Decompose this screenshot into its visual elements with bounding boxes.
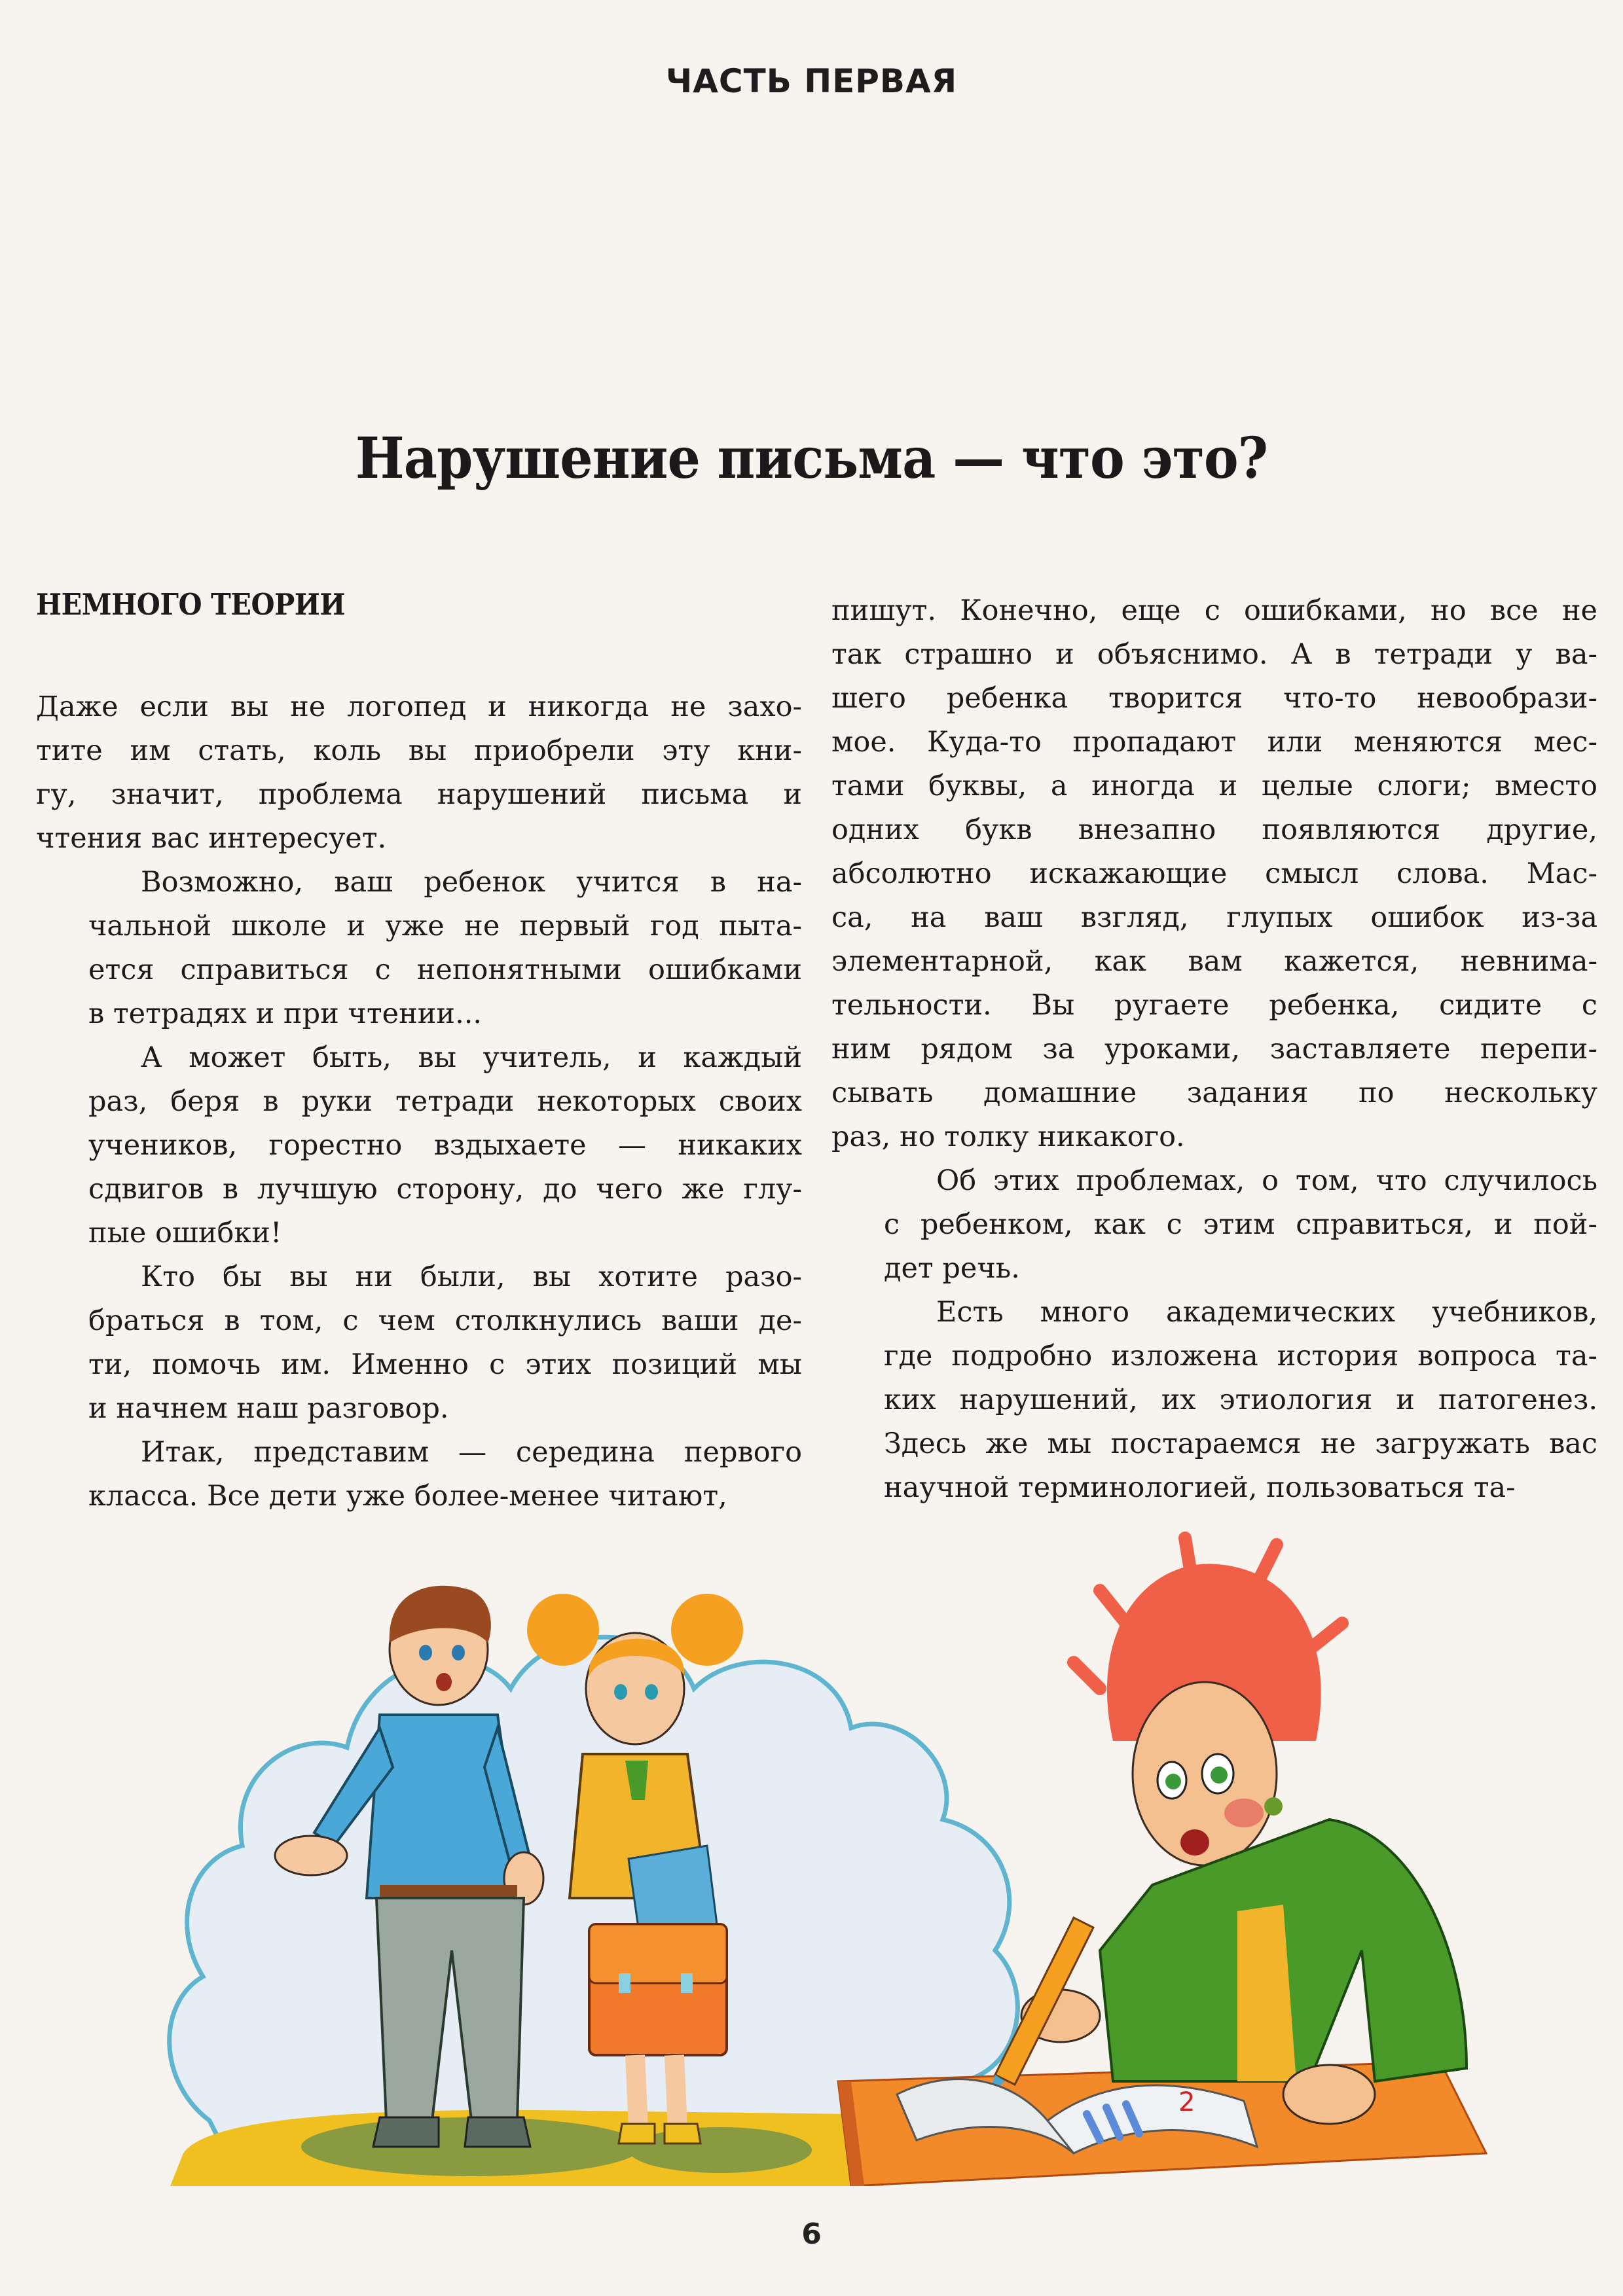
- text-line: Кто бы вы ни были, вы хотите разо-: [141, 1261, 802, 1293]
- text-line: пишут. Конечно, еще с ошибками, но все не: [831, 594, 1597, 627]
- text-line: са, на ваш взгляд, глупых ошибок из-за: [831, 901, 1597, 934]
- text-line: раз, но толку никакого.: [831, 1121, 1185, 1153]
- text-line: дет речь.: [884, 1252, 1020, 1285]
- text-line: элементарной, как вам кажется, невнима-: [831, 945, 1597, 978]
- text-line: ких нарушений, их этиология и патогенез.: [884, 1384, 1597, 1416]
- chapter-title: Нарушение письма — что это?: [355, 425, 1268, 492]
- text-line: шего ребенка творится что-то невообрази-: [831, 682, 1597, 715]
- page-number: 6: [801, 2217, 822, 2251]
- classroom-illustration: [131, 1492, 1591, 2186]
- text-line: пые ошибки!: [88, 1217, 282, 1249]
- text-line: ним рядом за уроками, заставляете перепи-: [831, 1033, 1597, 1066]
- text-line: Об этих проблемах, о том, что случилось: [936, 1164, 1597, 1197]
- text-line: класса. Все дети уже более-менее читают,: [88, 1480, 727, 1513]
- text-line: Возможно, ваш ребенок учится в на-: [141, 866, 802, 899]
- text-line: Даже если вы не логопед и никогда не захо-: [36, 691, 802, 723]
- section-heading: НЕМНОГО ТЕОРИИ: [36, 587, 346, 622]
- text-line: чтения вас интересует.: [36, 822, 387, 855]
- text-line: Итак, представим — середина первого: [141, 1436, 802, 1469]
- left-column: [36, 583, 802, 1518]
- text-line: с ребенком, как с этим справиться, и пой-: [884, 1208, 1597, 1241]
- text-line: сывать домашние задания по нескольку: [831, 1077, 1597, 1109]
- running-head: ЧАСТЬ ПЕРВАЯ: [665, 62, 958, 100]
- text-line: абсолютно искажающие смысл слова. Мас-: [831, 857, 1597, 890]
- paragraph: [831, 589, 1597, 1159]
- illustration: [131, 1492, 1591, 2186]
- text-line: Есть много академических учебников,: [936, 1296, 1597, 1329]
- text-line: браться в том, с чем столкнулись ваши де-: [88, 1304, 802, 1337]
- text-line: и начнем наш разговор.: [88, 1392, 449, 1425]
- text-line: учеников, горестно вздыхаете — никаких: [88, 1129, 802, 1162]
- text-line: ти, помочь им. Именно с этих позиций мы: [88, 1348, 802, 1381]
- left-paragraphs: [36, 685, 802, 1518]
- paragraph: [36, 861, 802, 1036]
- text-line: А может быть, вы учитель, и каждый: [141, 1041, 802, 1074]
- text-line: раз, беря в руки тетради некоторых своих: [88, 1085, 802, 1118]
- text-line: Здесь же мы постараемся не загружать вас: [884, 1427, 1597, 1460]
- text-line: где подробно изложена история вопроса та-: [884, 1340, 1597, 1372]
- right-column: [831, 589, 1597, 1510]
- paragraph: [831, 1159, 1597, 1291]
- right-paragraphs: [831, 589, 1597, 1510]
- paragraph: [831, 1291, 1597, 1510]
- text-line: одних букв внезапно появляются другие,: [831, 814, 1597, 846]
- text-line: научной терминологией, пользоваться та-: [884, 1471, 1516, 1504]
- text-line: тами буквы, а иногда и целые слоги; вместо: [831, 770, 1597, 802]
- text-line: тельности. Вы ругаете ребенка, сидите с: [831, 989, 1597, 1022]
- paragraph: [36, 1036, 802, 1255]
- text-line: в тетрадях и при чтении...: [88, 997, 483, 1030]
- text-line: гу, значит, проблема нарушений письма и: [36, 778, 802, 811]
- text-line: тите им стать, коль вы приобрели эту кни-: [36, 734, 802, 767]
- text-line: мое. Куда-то пропадают или меняются мес-: [831, 726, 1597, 759]
- paragraph: [36, 1255, 802, 1431]
- paragraph: [36, 685, 802, 861]
- text-line: чальной школе и уже не первый год пыта-: [88, 910, 802, 942]
- text-line: так страшно и объяснимо. А в тетради у ва-: [831, 638, 1597, 671]
- text-line: сдвигов в лучшую сторону, до чего же глу-: [88, 1173, 802, 1206]
- text-line: ется справиться с непонятными ошибками: [88, 954, 802, 986]
- notebook-grade-mark: 2: [1178, 2087, 1195, 2117]
